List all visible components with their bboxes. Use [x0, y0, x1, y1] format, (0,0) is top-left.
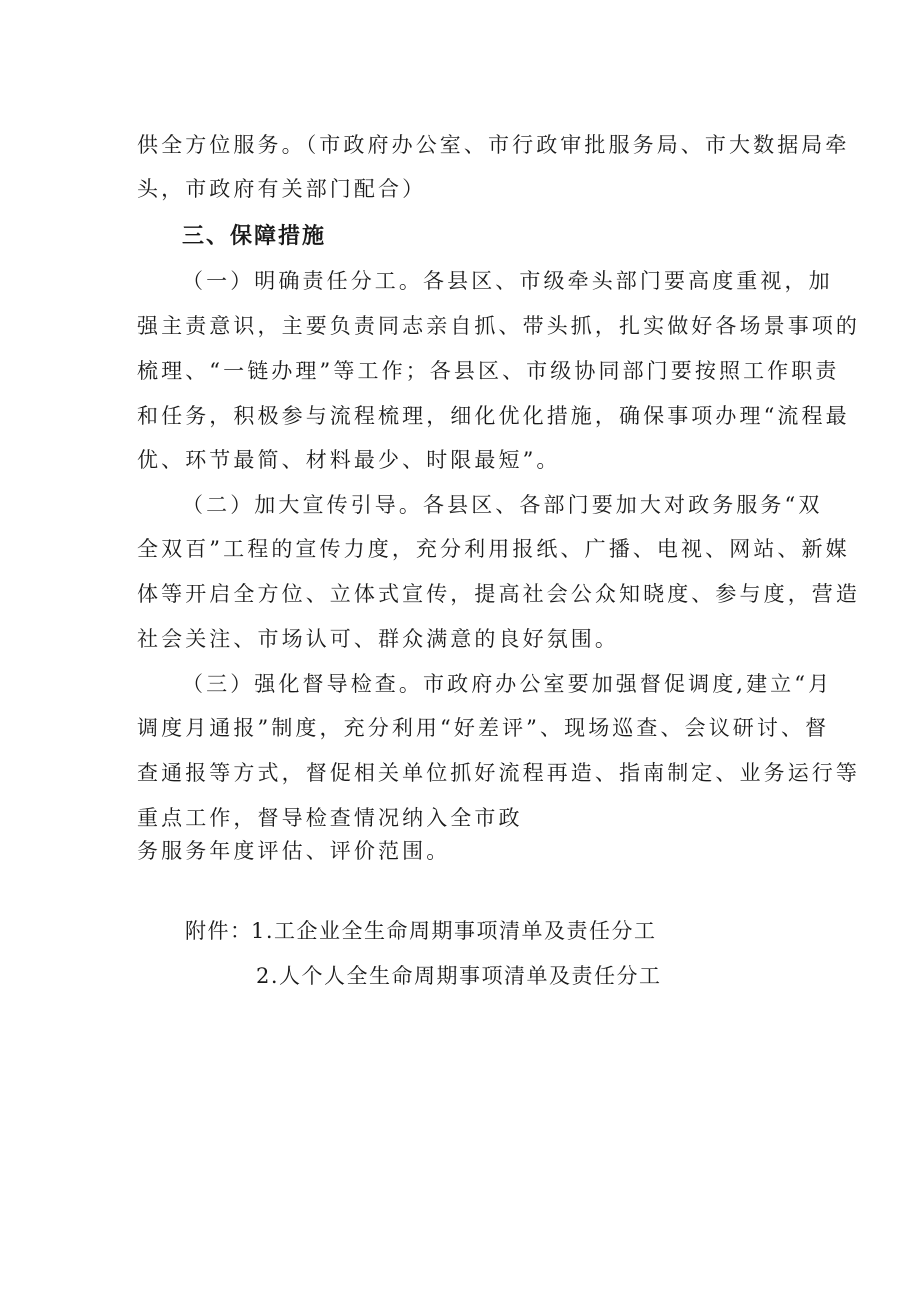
intro-line-2: 头，市政府有关部门配合）	[137, 177, 427, 201]
paragraph3-line-1: （三）强化督导检查。市政府办公室要加强督促调度,建立“月	[182, 672, 833, 696]
paragraph2-line-2: 全双百”工程的宣传力度，充分利用报纸、广播、电视、网站、新媒	[137, 537, 850, 561]
paragraph2-line-4: 社会关注、市场认可、群众满意的良好氛围。	[137, 627, 619, 651]
paragraph1-line-4: 和任务，积极参与流程梳理，细化优化措施，确保事项办理“流程最	[137, 404, 850, 428]
paragraph3-line-4: 重点工作，督导检查情况纳入全市政	[137, 806, 523, 830]
paragraph3-line-5: 务服务年度评估、评价范围。	[137, 839, 451, 863]
paragraph3-line-3: 查通报等方式，督促相关单位抓好流程再造、指南制定、业务运行等	[137, 761, 860, 785]
section-title: 三、保障措施	[182, 224, 327, 249]
paragraph1-line-3: 梳理、“一链办理”等工作；各县区、市级协同部门要按照工作职责	[137, 359, 840, 383]
attachment-item-1: 1.工企业全生命周期事项清单及责任分工	[251, 919, 657, 943]
paragraph1-line-5: 优、环节最简、材料最少、时限最短”。	[137, 448, 561, 472]
paragraph3-line-2: 调度月通报”制度，充分利用“好差评”、现场巡查、会议研讨、督	[137, 716, 830, 740]
paragraph2-line-1: （二）加大宣传引导。各县区、各部门要加大对政务服务“双	[182, 493, 823, 517]
attachment-label: 附件：	[185, 919, 253, 943]
paragraph1-line-2: 强主责意识，主要负责同志亲自抓、带头抓，扎实做好各场景事项的	[137, 314, 860, 338]
attachment-item-2: 2.人个人全生命周期事项清单及责任分工	[256, 964, 662, 988]
paragraph1-line-1: （一）明确责任分工。各县区、市级牵头部门要高度重视，加	[182, 269, 833, 293]
intro-line-1: 供全方位服务。（市政府办公室、市行政审批服务局、市大数据局牵	[137, 133, 850, 157]
paragraph2-line-3: 体等开启全方位、立体式宣传，提高社会公众知晓度、参与度，营造	[137, 582, 860, 606]
